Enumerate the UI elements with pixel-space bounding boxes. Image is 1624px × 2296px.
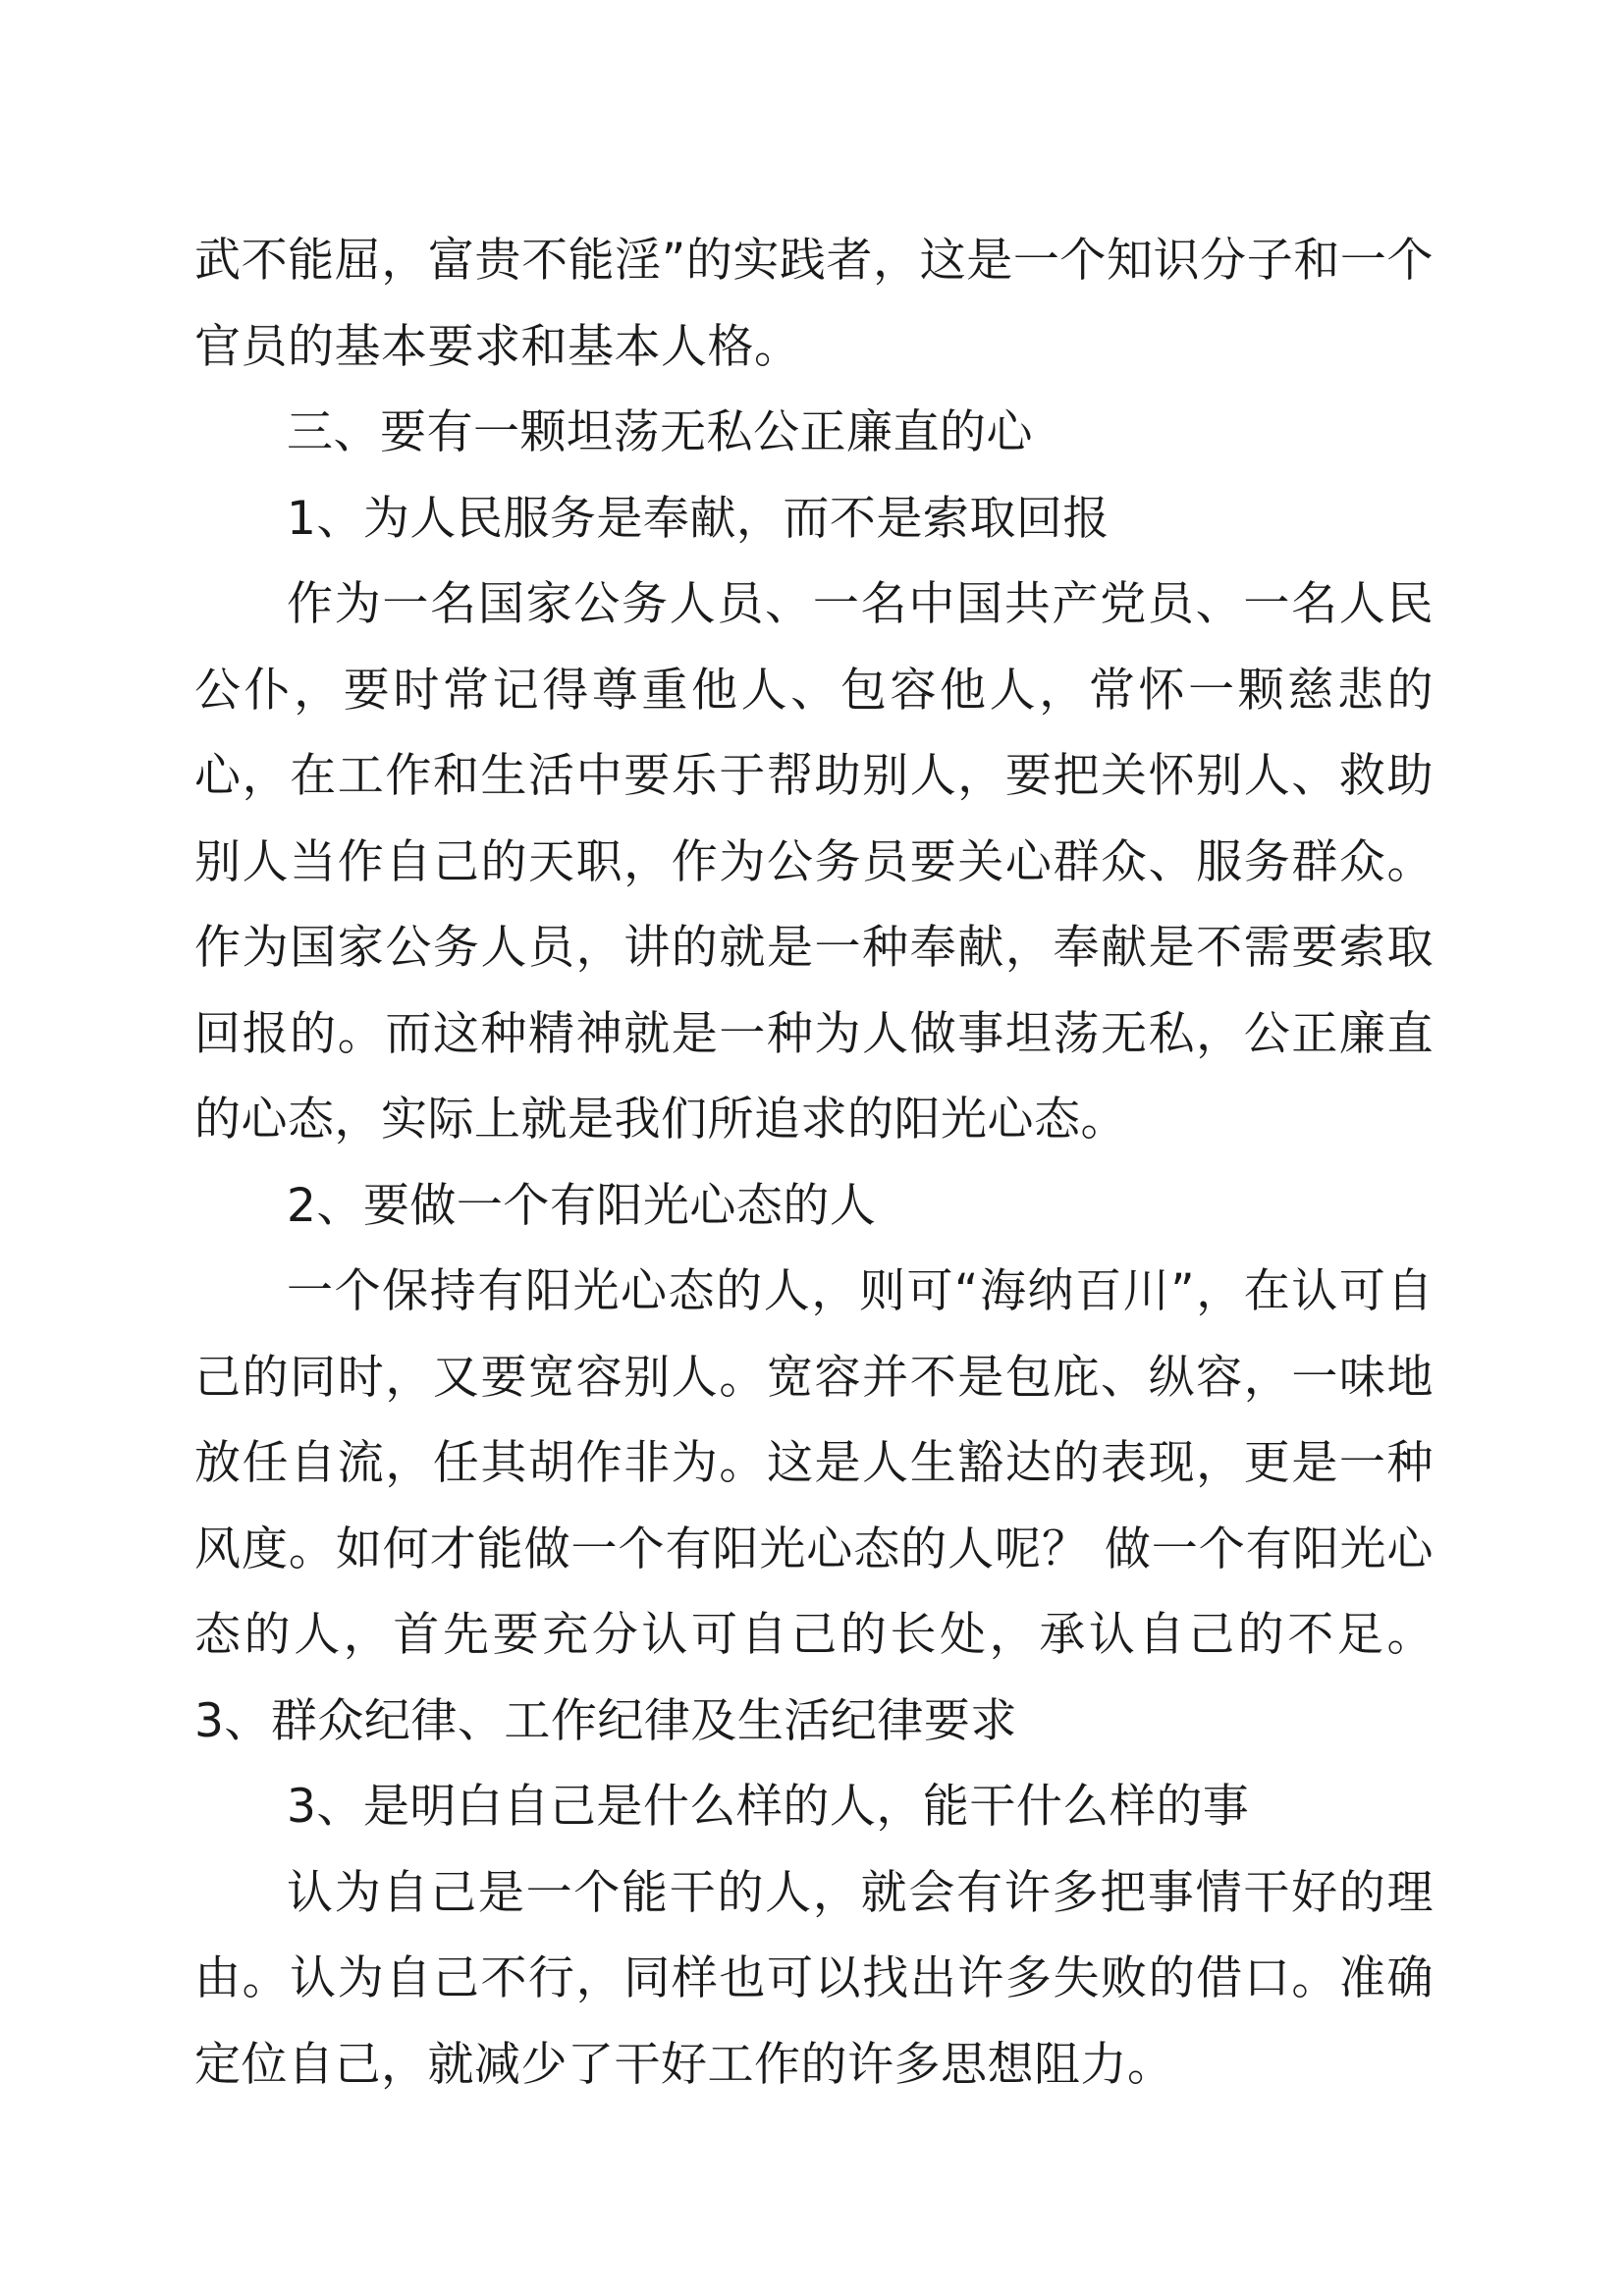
paragraph-service: 作为一名国家公务人员、一名中国共产党员、一名人民公仆，要时常记得尊重他人、包容他人，常怀一颗慈悲的心，在工作和生活中要乐于帮助别人，要把关怀别人、救助别人当作自己的天职，作为公务员要关心群众、服务群众。作为国家公务人员，讲的就是一种奉献，奉献是不需要索取回报的。而这种精神就是一种为人做事坦荡无私，公正廉直的心态，实际上就是我们所追求的阳光心态。 — [194, 577, 1434, 1147]
paragraph-sunshine-mindset: 一个保持有阳光心态的人，则可“海纳百川”，在认可自己的同时，又要宽容别人。宽容并不是包庇、纵容，一味地放任自流，任其胡作非为。这是人生豁达的表现，更是一种风度。如何才能做一个有阳光心态的人呢？ 做一个有阳光心态的人，首先要充分认可自己的长处，承认自己的不足。3、群众纪律、工作纪律及生活纪律要求 — [194, 1264, 1434, 1748]
paragraph-continuation: 武不能屈，富贵不能淫”的实践者，这是一个知识分子和一个官员的基本要求和基本人格。 — [194, 234, 1434, 374]
subheading-2: 2、要做一个有阳光心态的人 — [287, 1178, 877, 1233]
subheading-3: 3、是明白自己是什么样的人，能干什么样的事 — [287, 1780, 1250, 1834]
section-heading-3: 三、要有一颗坦荡无私公正廉直的心 — [287, 405, 1033, 459]
subheading-1: 1、为人民服务是奉献，而不是索取回报 — [287, 491, 1110, 546]
document-body — [194, 218, 1434, 2108]
paragraph-self-positioning: 认为自己是一个能干的人，就会有许多把事情干好的理由。认为自己不行，同样也可以找出许多失败的借口。准确定位自己，就减少了干好工作的许多思想阻力。 — [194, 1865, 1434, 2092]
